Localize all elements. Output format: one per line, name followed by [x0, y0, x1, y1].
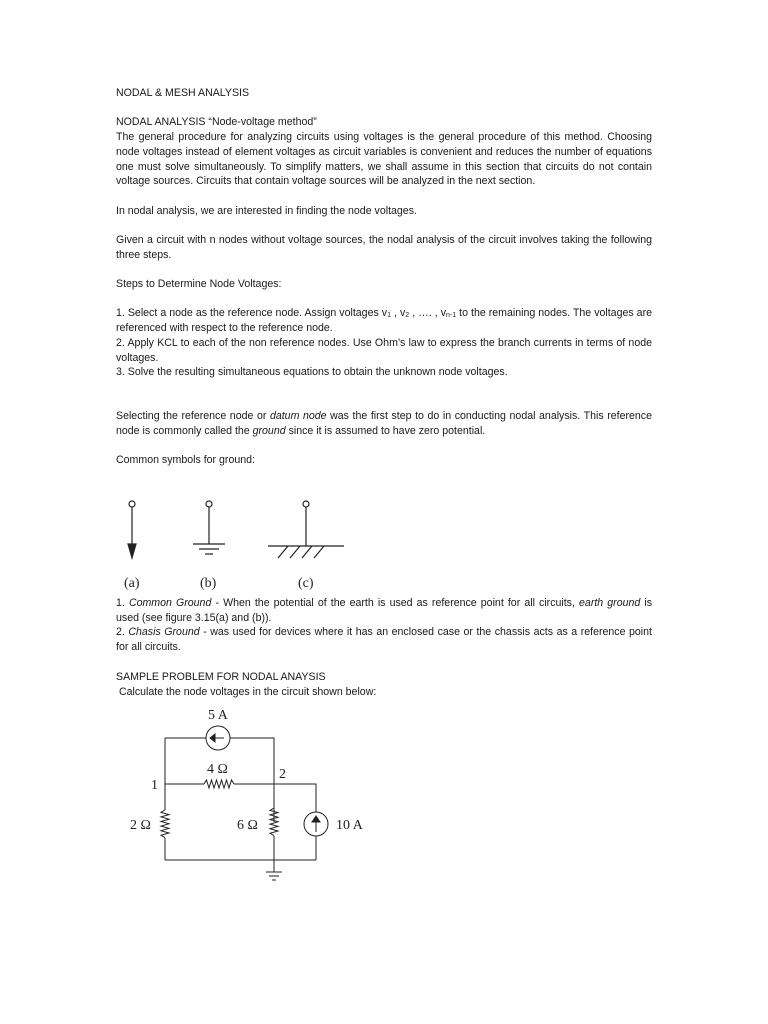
sample-problem [116, 670, 652, 699]
interest-paragraph: In nodal analysis, we are interested in finding the node voltages. [116, 204, 417, 217]
chasis-ground-definition: 2. Chasis Ground - was used for devices where it has an enclosed case or the chassis acts as a reference point for all circuits. [116, 626, 652, 654]
ground-symbol-b [193, 501, 225, 554]
reference-paragraph: Selecting the reference node or datum node was the first step to do in conducting nodal analysis. This reference node is commonly called the ground since it is assumed to have zero potential. [116, 409, 652, 437]
common-ground-definition: 1. Common Ground - When the potential of the earth is used as reference point for all circuits, earth ground is used (see figure 3.15(a) and (b)). [116, 597, 653, 624]
circuit-wires [165, 738, 316, 872]
circuit-diagram [124, 702, 374, 894]
sample-text: Calculate the node voltages in the circuit shown below: [116, 685, 377, 698]
label-2-ohm: 2 Ω [130, 818, 151, 833]
current-source-10a [304, 812, 328, 836]
intro-paragraph: The general procedure for analyzing circuits using voltages is the general procedure of this method. Choosing node voltages instead of element voltages as circuit variables is convenient and reduces the number of equations one must solve simultaneously. To simplify matters, we shall assume in this section that circuits do not contain voltage sources. Circuits that contain voltage sources will be analyzed in the next section. [116, 131, 652, 188]
steps-heading: Steps to Determine Node Voltages: [116, 278, 282, 291]
doc-title: NODAL & MESH ANALYSIS [116, 87, 250, 99]
symbols-heading: Common symbols for ground: [116, 454, 255, 467]
ground-label-b: (b) [200, 576, 217, 591]
label-6-ohm: 6 Ω [237, 818, 258, 833]
given-paragraph: Given a circuit with n nodes without voltage sources, the nodal analysis of the circuit involves taking the following three steps. [116, 233, 652, 261]
label-5a: 5 A [208, 708, 228, 723]
step-1: 1. Select a node as the reference node. Assign voltages $v_1$ , $v_2$ , …. , $v_{n-1}$ to the remaining nodes. The voltages are referenced with respect to the reference node. [116, 307, 652, 335]
ground-symbol-c [268, 501, 344, 558]
current-source-5a [206, 726, 230, 750]
step-2: 2. Apply KCL to each of the non reference nodes. Use Ohm’s law to express the branch currents in terms of node voltages. [116, 336, 652, 364]
ground-symbol-circuit [266, 872, 282, 880]
step-3: 3. Solve the resulting simultaneous equations to obtain the unknown node voltages. [116, 366, 508, 379]
ground-symbol-a [128, 501, 136, 558]
label-node-1: 1 [151, 778, 158, 793]
document-body [116, 86, 652, 468]
ground-label-c: (c) [298, 576, 314, 591]
label-node-2: 2 [279, 767, 286, 782]
ground-definitions [116, 596, 652, 655]
label-4-ohm: 4 Ω [207, 762, 228, 777]
resistor-2-ohm [161, 810, 169, 838]
ground-label-a: (a) [124, 576, 140, 591]
section-heading: NODAL ANALYSIS “Node-voltage method” [116, 116, 317, 129]
label-10a: 10 A [336, 818, 363, 833]
ground-symbols-figure [116, 496, 356, 592]
sample-heading: SAMPLE PROBLEM FOR NODAL ANAYSIS [116, 671, 326, 683]
resistor-4-ohm [204, 780, 234, 788]
